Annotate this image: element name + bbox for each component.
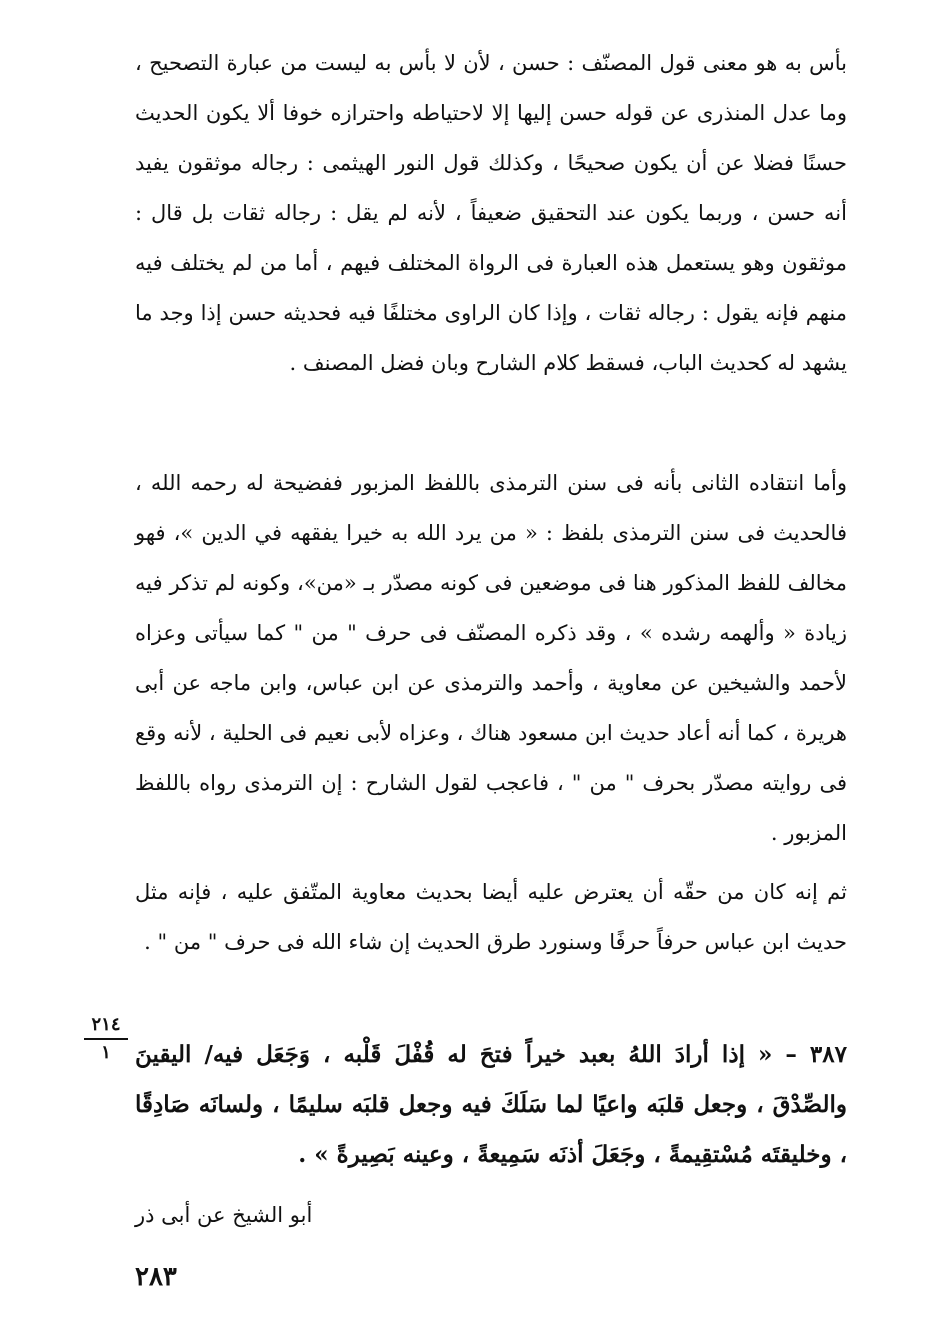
page-number: ٢٨٣ [135, 1262, 177, 1292]
commentary-paragraph-3: ثم إنه كان من حقّه أن يعترض عليه أيضا بحديث معاوية المتّفق عليه ، فإنه مثل حديث ابن عباس حرفاً حرفًا وسنورد طرق الحديث إن شاء الله فى حرف " من " . [135, 880, 847, 954]
margin-reference-side: ١ [101, 1042, 111, 1063]
source-attribution: أبو الشيخ عن أبى ذر [135, 1203, 313, 1227]
margin-reference-folio: ٢١٤ [91, 1014, 121, 1035]
commentary-paragraph-2: وأما انتقاده الثانى بأنه فى سنن الترمذى باللفظ المزبور ففضيحة له رحمه الله ، فالحديث فى سنن الترمذى بلفظ : « من يرد الله به خيرا يفقهه في الدين »، فهو مخالف للفظ المذكور هنا فى موضعين فى كونه مصدّر بـ «من»، وكونه لم تذكر فيه زيادة « وألهمه رشده » ، وقد ذكره المصنّف فى حرف " من " كما سيأتى وعزاه لأحمد والشيخين عن معاوية ، وأحمد والترمذى عن ابن عباس، وابن ماجه عن أبى هريرة ، كما أنه أعاد حديث ابن مسعود هناك ، وعزاه لأبى نعيم فى الحلية ، لأنه وقع فى روايته مصدّر بحرف " من " ، فاعجب لقول الشارح : إن الترمذى رواه باللفظ المزبور . [135, 471, 847, 845]
hadith-dash: – [785, 1041, 797, 1068]
hadith-entry [135, 1030, 847, 1180]
hadith-text: « إذا أرادَ اللهُ بعبد خيراً فتحَ له قُفْلَ قَلْبه ، وَجَعَل فيه/ اليقينَ والصِّدْقَ ، وجعل قلبَه واعيًا لما سَلَكَ فيه وجعل قلبَه سليمًا ، ولسانَه صَادِقًا ، وخليقتَه مُسْتقِيمةً ، وجَعَلَ أذنَه سَمِيعةً ، وعينه بَصِيرةً » . [135, 1041, 847, 1168]
hadith-number: ٣٨٧ [809, 1041, 847, 1068]
commentary-paragraph-1: بأس به هو معنى قول المصنّف : حسن ، لأن لا بأس به ليست من عبارة التصحيح ، وما عدل المنذرى عن قوله حسن إليها إلا لاحتياطه واحترازه خوفا ألا يكون الحديث حسنًا فضلا عن أن يكون صحيحًا ، وكذلك قول النور الهيثمى : رجاله موثقون يفيد أنه حسن ، وربما يكون عند التحقيق ضعيفاً ، لأنه لم يقل : رجاله ثقات بل قال : موثقون وهو يستعمل هذه العبارة فى الرواة المختلف فيهم ، أما من لم يختلف فيه منهم فإنه يقول : رجاله ثقات ، وإذا كان الراوى مختلفًا فيه فحديثه حسن إذا وجد ما يشهد له كحديث الباب، فسقط كلام الشارح وبان فضل المصنف . [135, 51, 847, 375]
margin-manuscript-reference [82, 1014, 130, 1064]
